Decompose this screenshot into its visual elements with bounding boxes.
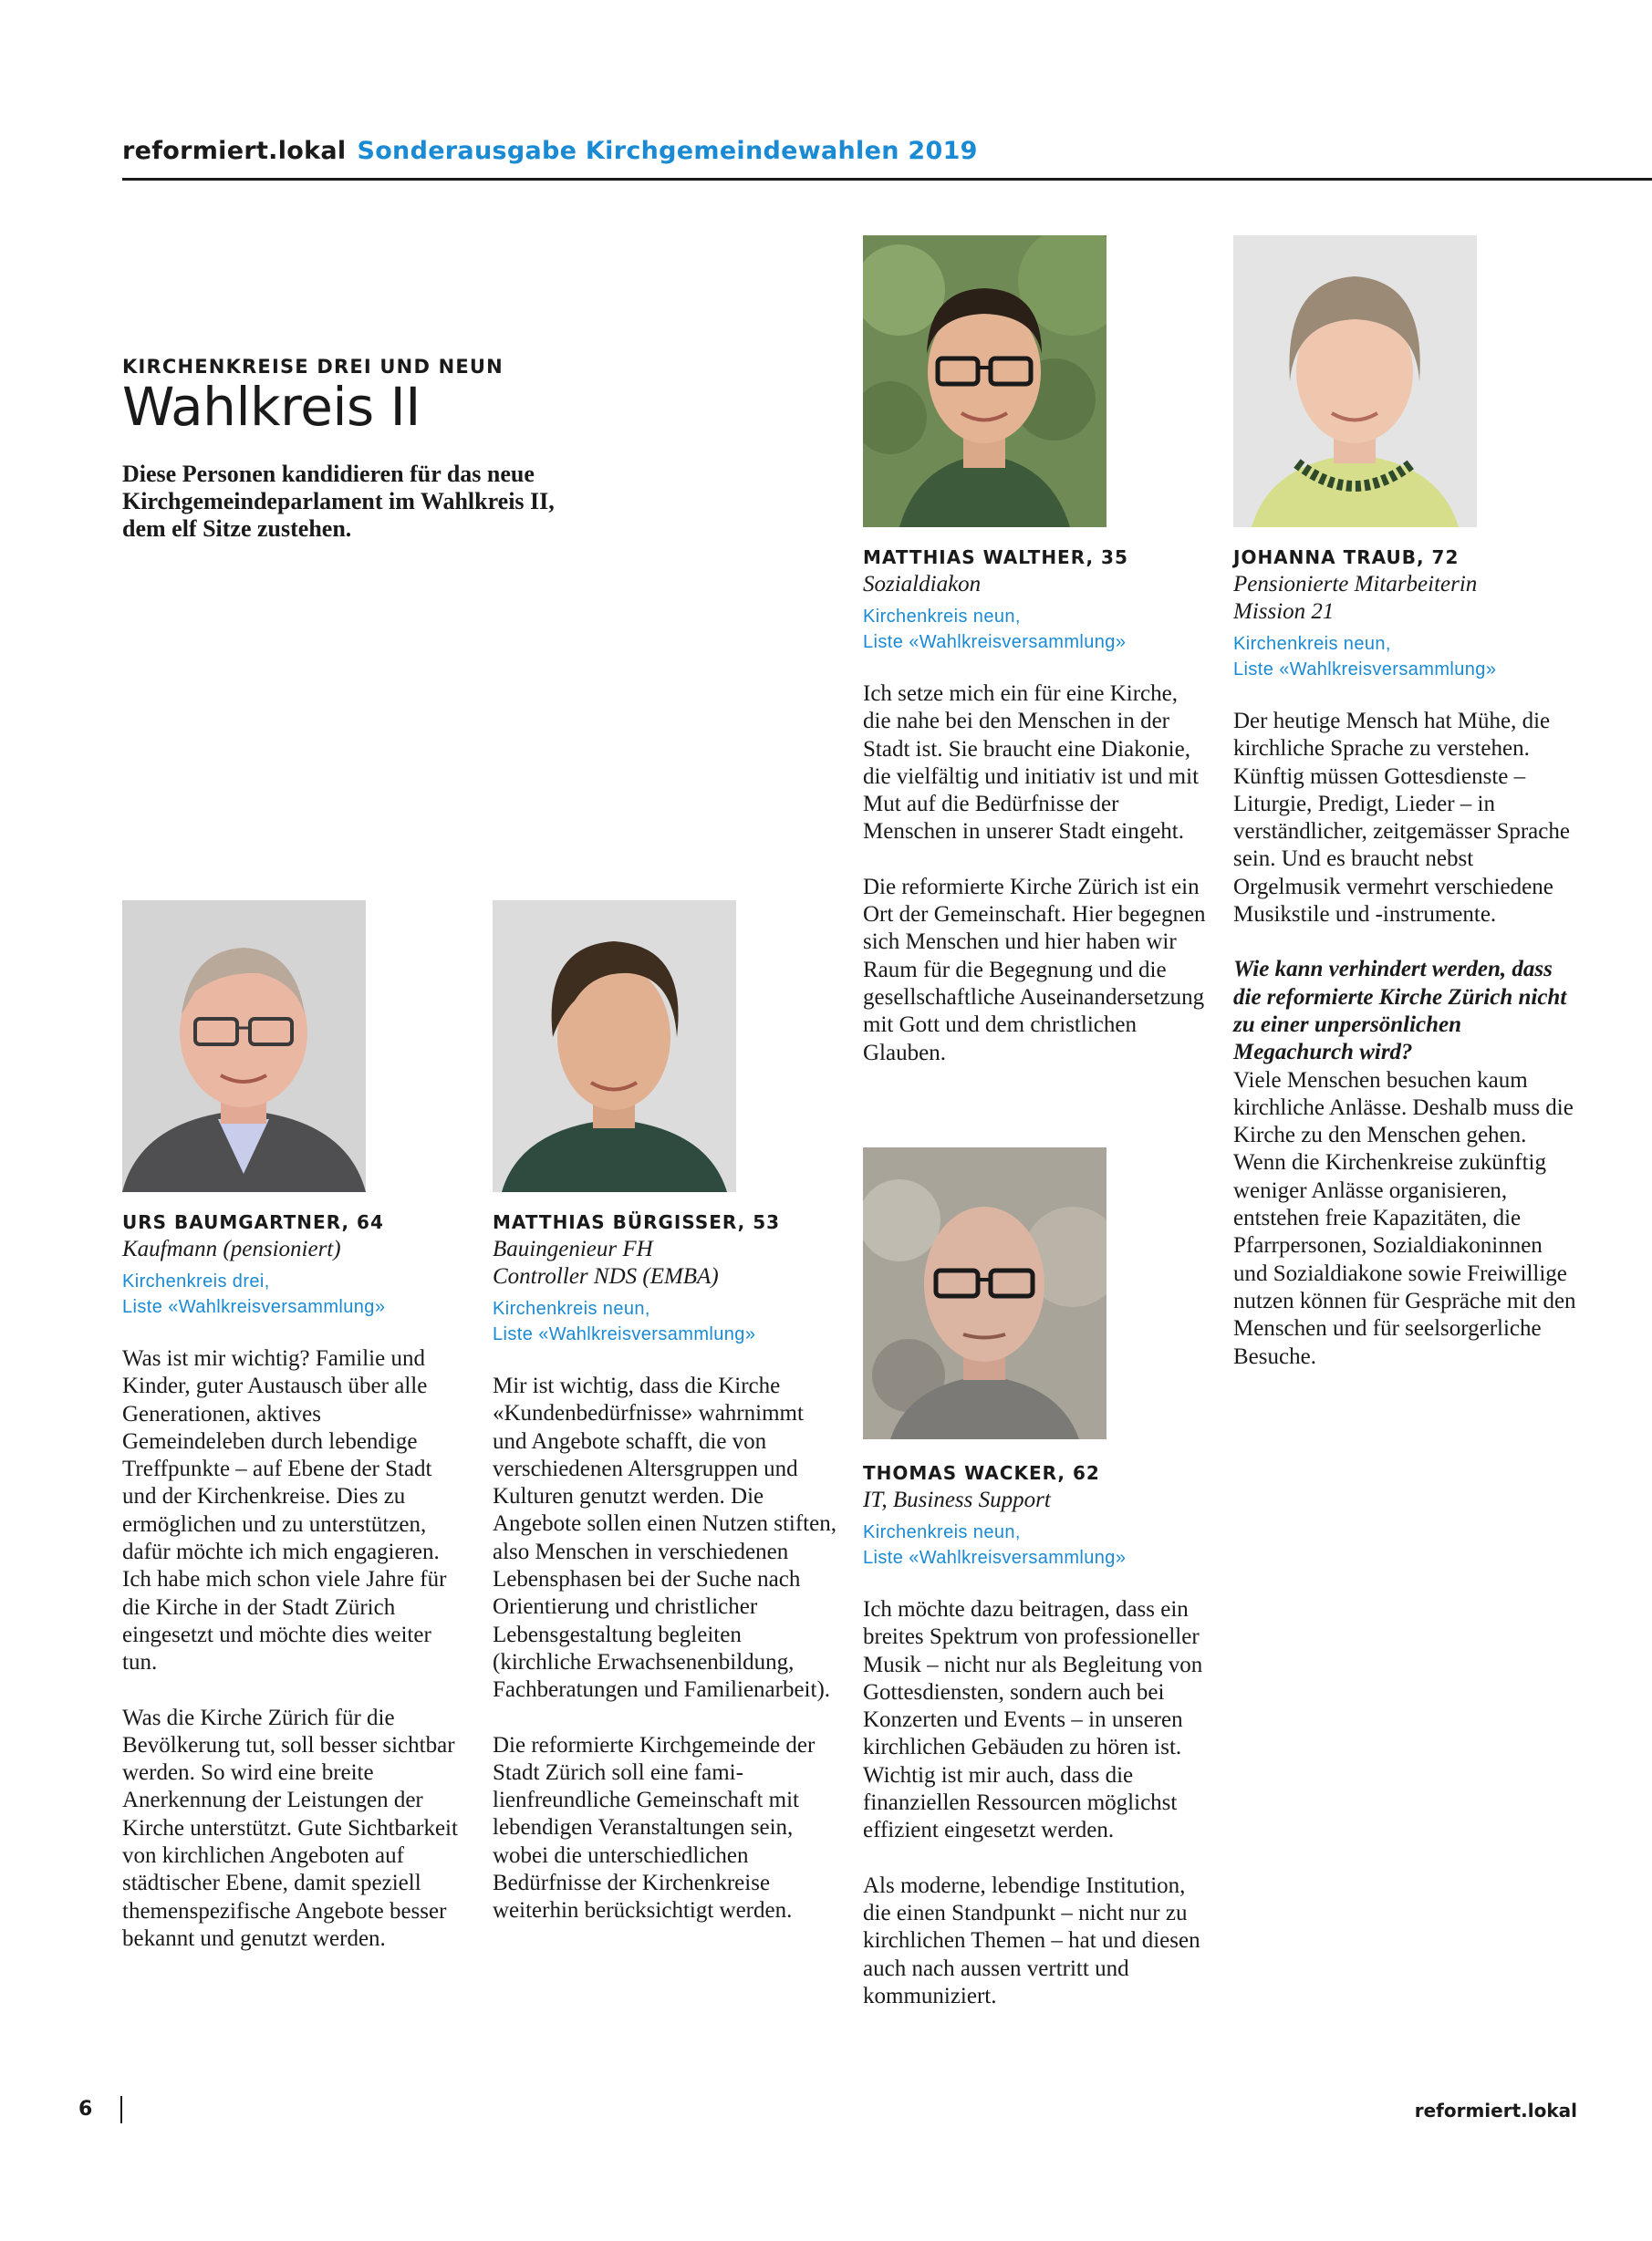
candidate-name: MATTHIAS WALTHER, 35 [863, 546, 1128, 568]
candidate-photo-traub [1233, 235, 1477, 527]
candidate-district: Kirchenkreis neun, Liste «Wahlkreisversammlung» [863, 607, 1127, 652]
candidate-profession: Sozialdiakon [863, 572, 982, 597]
header-rule [122, 178, 1652, 181]
candidate-baumgartner [122, 1209, 469, 1980]
candidate-district: Kirchenkreis drei, Liste «Wahlkreisversammlung» [122, 1271, 386, 1317]
candidate-question: Wie kann verhindert werden, dass die reformierte Kirche Zürich nicht zu einer unpersönlichen Megachurch wird? [1233, 957, 1567, 1065]
candidate-photo-wacker [863, 1147, 1107, 1439]
footer-divider [120, 2096, 122, 2123]
candidate-profession: Pensionierte Mitarbeiterin Mission 21 [1233, 572, 1478, 624]
candidate-wacker [863, 1459, 1210, 2038]
candidate-statement: Der heutige Mensch hat Mühe, die kirchliche Sprache zu verstehen. Künftig müssen Gottesdienste – Liturgie, Predigt, Lieder – in verständlicher, zeitgemässer Sprache sein. Und es braucht nebst Orgelmusik vermehrt verschiedene Musikstile und -instrumente. Wie kann verhindert werden, dass die reformierte Kirche Zürich nicht zu einer unpersönlichen Megachurch wird? Viele Menschen besuchen kaum kirchliche Anlässe. Deshalb muss die Kirche zu den Menschen gehen. Wenn die Kirchenkreise zukünftig weniger Anlässe organisieren, entstehen freie Kapazitäten, die Pfarrpersonen, Sozialdiakoninnen und Sozialdiakone sowie Freiwillige nutzen können für Gespräche mit den Menschen und für seelsorgerliche Besuche. [1233, 708, 1580, 1371]
lead-text: Diese Personen kandidieren für das neue Kirchgemeindeparlament im Wahlkreis II, dem elf Sitze zustehen. [122, 461, 555, 542]
masthead-brand: reformiert.lokal [122, 137, 347, 165]
candidate-buergisser [493, 1209, 839, 1953]
masthead-issue: Sonderausgabe Kirchgemeindewahlen 2019 [357, 137, 978, 165]
candidate-name: MATTHIAS BÜRGISSER, 53 [493, 1211, 781, 1233]
candidate-district: Kirchenkreis neun, Liste «Wahlkreisversammlung» [863, 1522, 1127, 1568]
candidate-district: Kirchenkreis neun, Liste «Wahlkreisversammlung» [493, 1299, 756, 1344]
candidate-statement: Was ist mir wichtig? Familie und Kinder, guter Austausch über alle Generationen, aktives Gemeindeleben durch lebendige Treffpunkte – auf Ebene der Stadt und der Kirchenkreise. Dies zu ermöglichen und zu unterstützen, dafür möchte ich mich engagieren. Ich habe mich schon viele Jahre für die Kirche in der Stadt Zürich eingesetzt und möchte dies weiter tun. Was die Kirche Zürich für die Bevölkerung tut, soll besser sichtbar werden. So wird eine breite Anerkennung der Leistungen der Kirche unterstützt. Gute Sichtbarkeit von kirchlichen Angeboten auf städtischer Ebene, damit speziell themenspezifische Angebote besser bekannt und genutzt werden. [122, 1346, 458, 1951]
page-number: 6 [78, 2098, 93, 2121]
candidate-photo-baumgartner [122, 900, 366, 1192]
candidate-walther [863, 544, 1210, 1095]
section-kicker: KIRCHENKREISE DREI UND NEUN [122, 356, 504, 378]
candidate-profession: Bauingenieur FH Controller NDS (EMBA) [493, 1237, 719, 1289]
candidate-district: Kirchenkreis neun, Liste «Wahlkreisversammlung» [1233, 634, 1497, 680]
candidate-statement: Ich möchte dazu beitragen, dass ein breites Spektrum von professioneller Musik – nicht nur als Begleitung von Gottesdiensten, sondern auch bei Konzerten und Events – in unseren kirchlichen Gebäuden zu hören ist. Wichtig ist mir auch, dass die finanziellen Ressourcen möglichst effizient eingesetzt werden. Als moderne, lebendige Institution, die einen Standpunkt – nicht nur zu kirchlichen Themen – hat und diesen auch nach aussen vertritt und kommuniziert. [863, 1597, 1203, 2008]
candidate-name: JOHANNA TRAUB, 72 [1233, 546, 1460, 568]
candidate-photo-buergisser [493, 900, 736, 1192]
candidate-traub [1233, 544, 1580, 1371]
candidate-profession: IT, Business Support [863, 1488, 1051, 1512]
candidate-name: URS BAUMGARTNER, 64 [122, 1211, 384, 1233]
candidate-statement: Ich setze mich ein für eine Kirche, die nahe bei den Menschen in der Stadt ist. Sie braucht eine Diakonie, die vielfältig und initiativ ist und mit Mut auf die Bedürfnisse der Menschen in unserer Stadt eingeht. Die reformierte Kirche Zürich ist ein Ort der Gemeinschaft. Hier begegnen sich Menschen und hier haben wir Raum für die Begegnung und die gesellschaftliche Auseinandersetzung mit Gott und dem christlichen Glauben. [863, 681, 1206, 1065]
page-title: Wahlkreis II [122, 376, 421, 438]
candidate-statement: Mir ist wichtig, dass die Kirche «Kundenbedürfnisse» wahrnimmt und Angebote schafft, die von verschiedenen Altersgruppen und Kulturen genutzt werden. Die Angebote sollen einen Nutzen stiften, also Menschen in verschiedenen Lebensphasen bei der Suche nach Orientierung und christlicher Lebensgestaltung begleiten (kirchliche Erwachsenenbildung, Fachberatungen und Familienarbeit). Die reformierte Kirchgemeinde der Stadt Zürich soll eine familienfreundliche Gemeinschaft mit lebendigen Veranstaltungen sein, wobei die unterschiedlichen Bedürfnisse der Kirchenkreise weiterhin berücksichtigt werden. [493, 1374, 836, 1924]
candidate-answer: Viele Menschen besuchen kaum kirchliche Anlässe. Deshalb muss die Kirche zu den Menschen gehen. Wenn die Kirchenkreise zukünftig weniger Anlässe organisieren, entstehen freie Kapazitäten, die Pfarrpersonen, Sozialdiakoninnen und Sozialdiakone sowie Freiwillige nutzen können für Gespräche mit den Menschen und für seelsorgerliche Besuche. [1233, 1067, 1576, 1369]
candidate-name: THOMAS WACKER, 62 [863, 1462, 1100, 1484]
candidate-profession: Kaufmann (pensioniert) [122, 1237, 341, 1261]
masthead [122, 137, 978, 165]
candidate-photo-walther [863, 235, 1107, 527]
footer-brand: reformiert.lokal [1414, 2100, 1577, 2122]
